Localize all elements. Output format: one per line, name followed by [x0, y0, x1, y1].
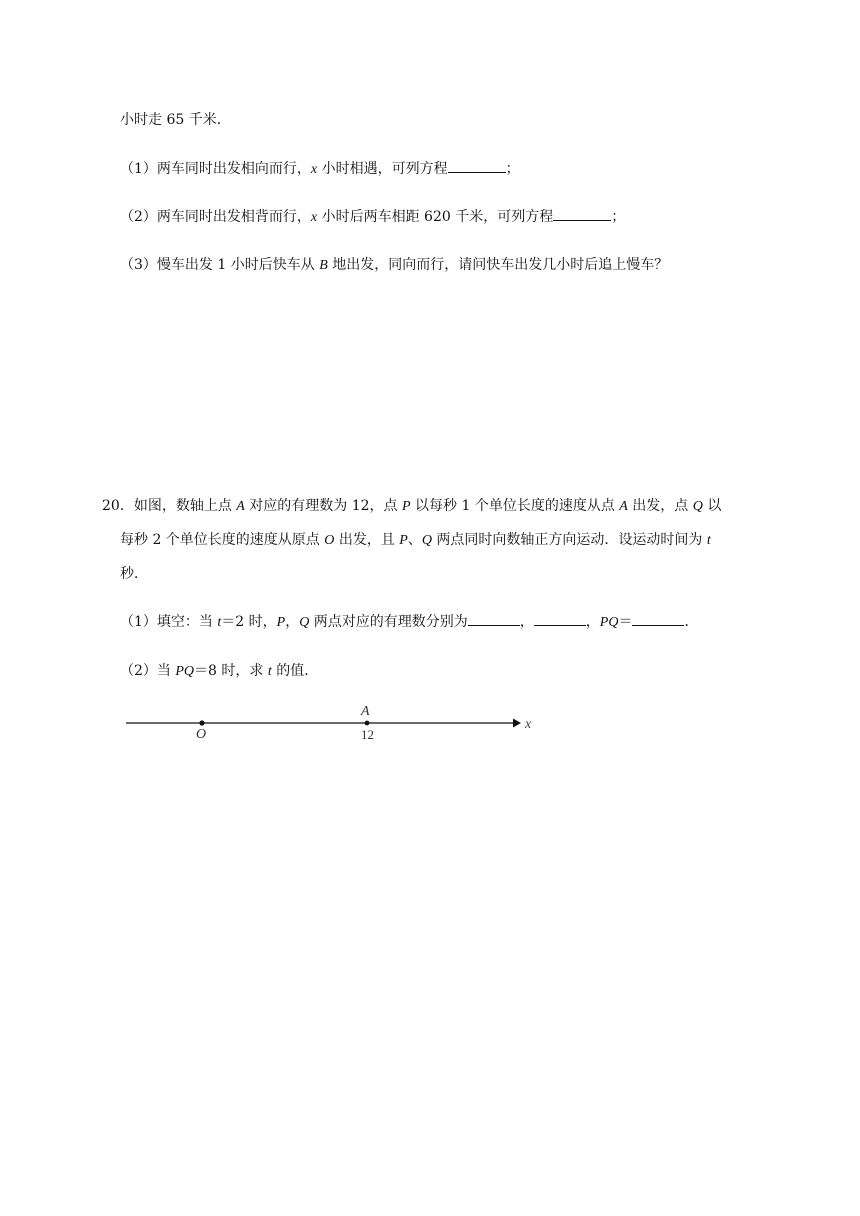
q19-part1-label: （1） — [120, 161, 157, 177]
q20-part2-label: （2） — [120, 663, 157, 679]
q19-part2-text-a: 两车同时出发相背而行， — [156, 209, 311, 225]
q20-part2-text: 的值． — [271, 663, 319, 679]
q20-part1-text: ． — [684, 614, 699, 630]
q20-line2 — [120, 530, 711, 550]
q19-part1-text-b: 小时相遇，可列方程 — [317, 161, 448, 177]
q20-var-O: O — [324, 533, 335, 548]
q20-part1-var-t: t — [217, 615, 222, 630]
q19-part2-label: （2） — [120, 209, 157, 225]
q20-text: 秒． — [120, 566, 148, 582]
q19-part2 — [120, 206, 625, 226]
number-line-figure — [120, 698, 540, 748]
q19-part1-var: x — [310, 162, 318, 177]
q19-part3-text-b: 地出发，同向而行，请问快车出发几小时后追上慢车？ — [327, 257, 669, 273]
q20-number: 20． — [102, 498, 134, 514]
q19-part1 — [120, 158, 520, 178]
q20-part2-text: 当 — [156, 663, 176, 679]
q20-var-t: t — [706, 533, 711, 548]
point-A-value: 12 — [361, 727, 374, 742]
q20-var-Q: Q — [692, 499, 703, 514]
q19-part2-var: x — [310, 210, 318, 225]
q20-part1-blank-Q[interactable] — [534, 611, 586, 626]
q20-part1-text: 填空：当 — [156, 614, 218, 630]
q19-part2-text-b: 小时后两车相距 620 千米，可列方程 — [317, 209, 554, 225]
q19-part1-text-a: 两车同时出发相向而行， — [156, 161, 311, 177]
q20-text: 如图，数轴上点 — [133, 498, 237, 514]
origin-label: O — [196, 727, 207, 742]
q20-part2-var-PQ: PQ — [175, 664, 195, 679]
q20-var-A: A — [619, 499, 628, 514]
q20-text: 以每秒 1 个单位长度的速度从点 — [410, 498, 620, 514]
q20-part1-text: ＝2 时， — [221, 614, 277, 630]
q20-part1-text: ， — [519, 614, 534, 630]
origin-point — [199, 720, 204, 725]
q20-part1-text: ， — [285, 614, 300, 630]
q20-text: 对应的有理数为 12，点 — [244, 498, 403, 514]
q20-text: 出发，点 — [627, 498, 693, 514]
q20-text: 以 — [702, 498, 722, 514]
q19-part2-end: ； — [611, 209, 626, 225]
q19-part3-text-a: 慢车出发 1 小时后快车从 — [156, 257, 320, 273]
number-line-axis-label: x — [525, 717, 532, 732]
q20-var-P: P — [402, 499, 411, 514]
q20-part1-var-Q: Q — [299, 615, 310, 630]
point-A-label: A — [361, 704, 370, 719]
q20-part1-blank-PQ[interactable] — [632, 611, 684, 626]
q19-continuation — [120, 110, 231, 130]
q19-part2-answer-blank[interactable] — [553, 206, 611, 221]
q20-part2-var-t: t — [267, 664, 272, 679]
q20-text: 每秒 2 个单位长度的速度从原点 — [120, 532, 325, 548]
q20-part1-text: ＝ — [618, 614, 633, 630]
q19-part1-end: ； — [505, 161, 520, 177]
q20-part2 — [120, 661, 318, 681]
q20-part1-text: ， — [585, 614, 600, 630]
q20-part1-blank-P[interactable] — [468, 611, 520, 626]
q19-part3-label: （3） — [120, 257, 157, 273]
q19-part1-answer-blank[interactable] — [448, 158, 506, 173]
q20-part1-text: 两点对应的有理数分别为 — [309, 614, 468, 630]
q20-text: 、 — [407, 532, 422, 548]
q20-var-Q: Q — [421, 533, 432, 548]
q19-part3-var: B — [319, 258, 328, 273]
q20-line1 — [102, 496, 721, 516]
q20-part2-text: ＝8 时，求 — [194, 663, 268, 679]
q20-var-A: A — [236, 499, 245, 514]
q20-var-P: P — [399, 533, 408, 548]
q19-part3 — [120, 255, 668, 275]
q20-part1-label: （1） — [120, 614, 157, 630]
q20-text: 出发，且 — [334, 532, 400, 548]
q20-part1 — [120, 611, 698, 631]
point-A — [365, 721, 370, 726]
q20-part1-var-P: P — [276, 615, 286, 630]
q19-continuation-text: 小时走 65 千米． — [120, 112, 231, 128]
q20-text: 两点同时向数轴正方向运动．设运动时间为 — [431, 532, 707, 548]
number-line-arrow-icon — [513, 719, 521, 728]
q20-part1-var-PQ: PQ — [599, 615, 619, 630]
q20-line3 — [120, 564, 148, 584]
